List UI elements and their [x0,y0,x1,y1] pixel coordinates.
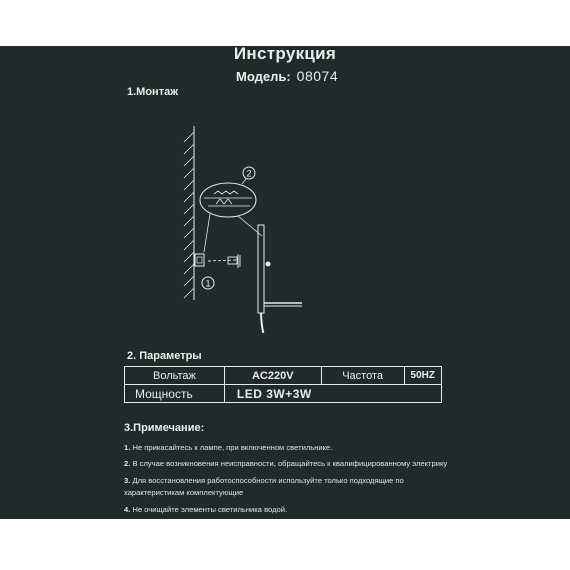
frequency-label: Частота [321,367,404,385]
instruction-sheet [0,46,570,519]
mounting-bracket [195,254,204,266]
note-text: Для восстановления работоспособности используйте только подходящие по характеристикам комплектующие [124,475,404,498]
section-mounting-heading: 1.Монтаж [127,86,179,98]
mounting-diagram [170,118,360,333]
parameters-table [124,366,442,403]
table-row [125,367,442,385]
voltage-value: AC220V [224,367,321,385]
detail-circle [200,183,256,217]
note-text: Не очищайте элементы светильника водой. [132,504,288,514]
table-row [125,385,442,403]
model-label: Модель: [236,69,291,84]
note-number: 3. [124,475,131,485]
note-number: 4. [124,504,131,514]
section-parameters-heading: 2. Параметры [127,350,202,362]
power-value: LED 3W+3W [224,385,441,403]
page-title: Инструкция [233,46,337,63]
note-text: Не прикасайтесь к лампе, при включенном светильнике. [132,443,333,452]
model-number: 08074 [296,68,339,84]
screw [208,254,240,268]
note-number: 1. [124,443,131,452]
note-number: 2. [124,459,131,469]
frequency-value: 50HZ [404,367,441,385]
flexible-arm [261,313,312,333]
model-line [236,68,338,84]
note-text: В случае возникновения неисправности, обращайтесь к квалифицированному электрику [132,459,448,469]
wall-hatching [184,132,194,298]
notes-list [124,442,454,519]
list-item [124,458,454,471]
list-item [124,504,454,517]
list-item [124,475,454,501]
power-label: Мощность [125,385,225,403]
callout-2-label: 2 [246,168,252,179]
list-item [124,442,454,455]
section-notes-heading: 3.Примечание: [124,422,205,434]
callout-1-label: 1 [205,278,211,289]
voltage-label: Вольтаж [125,367,225,385]
lamp-base [258,225,264,313]
